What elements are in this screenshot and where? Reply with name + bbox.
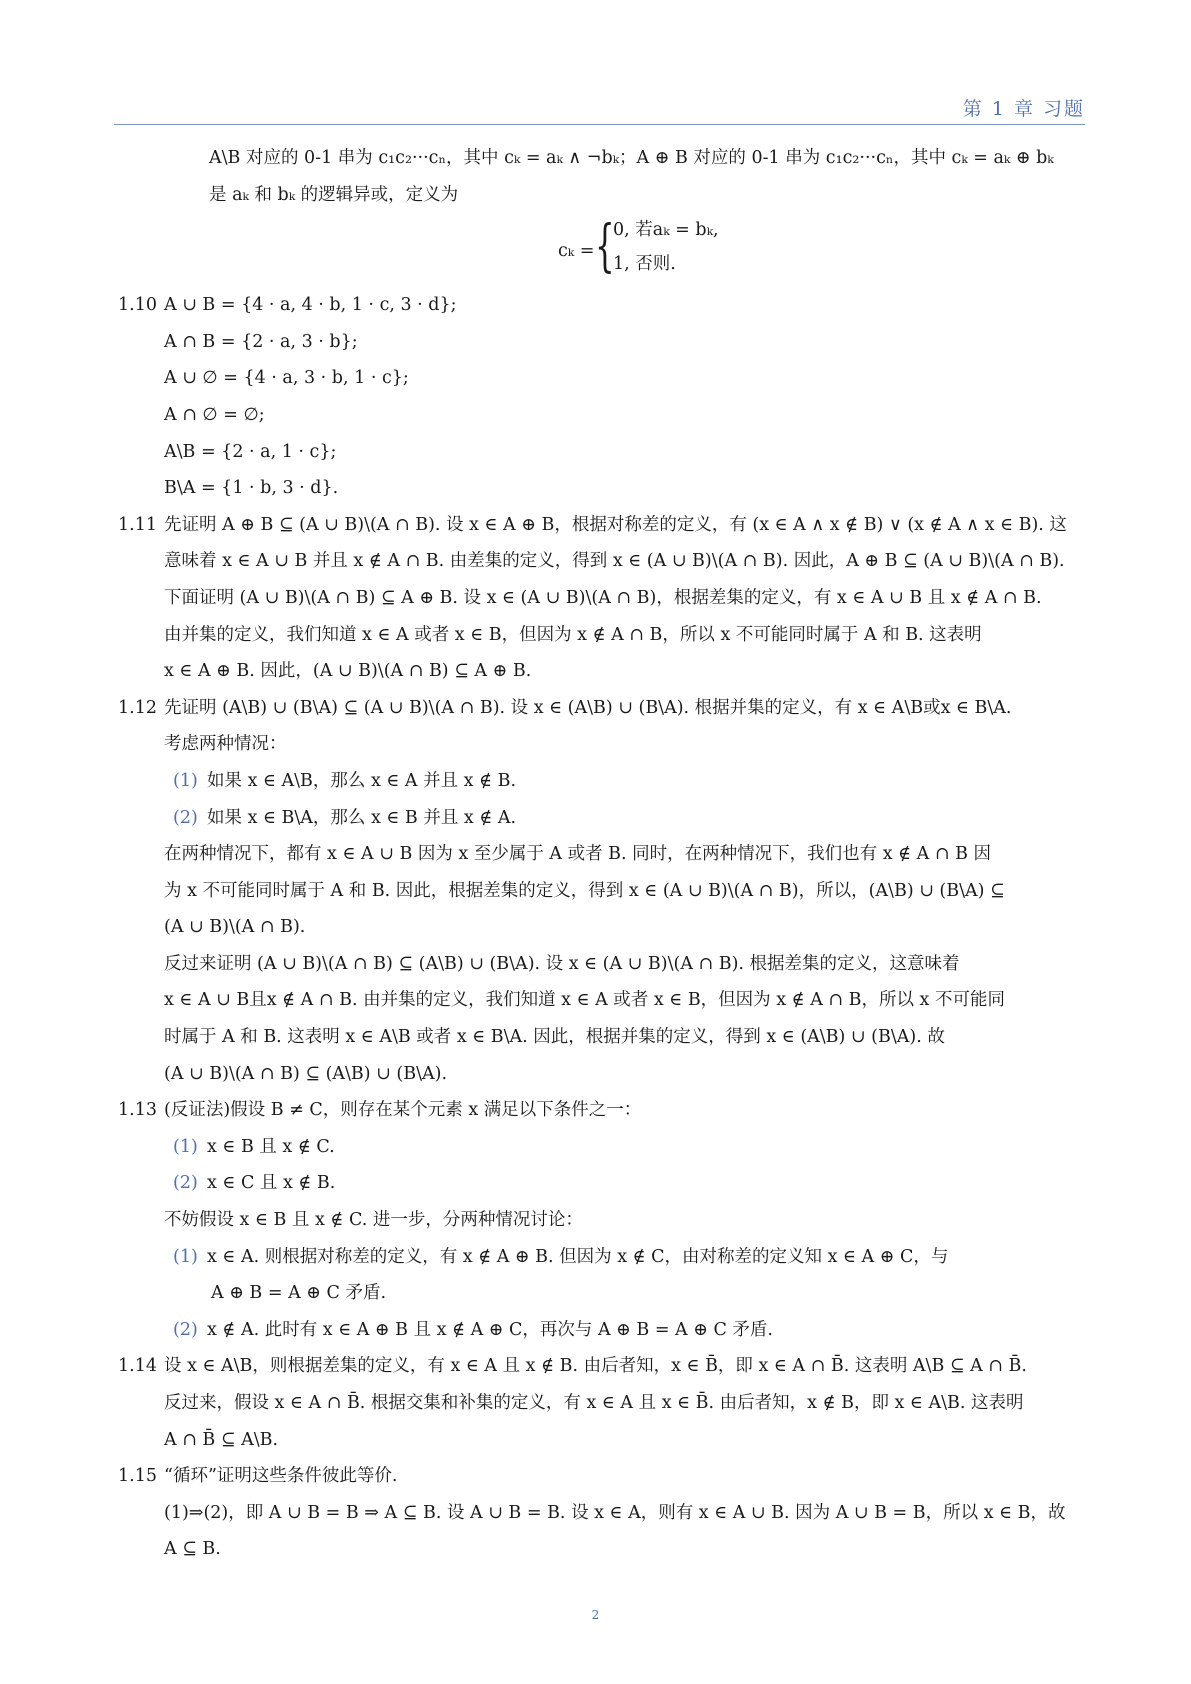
problem-1-12-line-1 bbox=[118, 690, 1085, 727]
problem-1-11-line-1 bbox=[118, 507, 1085, 544]
problem-1-15-line-3: A ⊆ B. bbox=[164, 1539, 221, 1560]
problem-1-10-line-6: B\A = {1 · b, 3 · d}. bbox=[164, 478, 339, 499]
problem-1-12-case-2 bbox=[118, 800, 1085, 837]
problem-text: 先证明 A ⊕ B ⊆ (A ∪ B)\(A ∩ B). 设 x ∈ A ⊕ B，根据对称差的定义，有 (x ∈ A ∧ x ∉ B) ∨ (x ∉ A ∧ x ∈ B). 这 bbox=[164, 514, 1067, 535]
problem-number: 1.12 bbox=[118, 697, 157, 718]
problem-1-11-line-2: 意味着 x ∈ A ∪ B 并且 x ∉ A ∩ B. 由差集的定义，得到 x ∈ (A ∪ B)\(A ∩ B). 因此，A ⊕ B ⊆ (A ∪ B)\(A ∩ B). bbox=[164, 551, 1065, 572]
cases-formula bbox=[118, 213, 1085, 287]
problem-1-13-line-1 bbox=[118, 1092, 1085, 1129]
problem-1-10-line-5: A\B = {2 · a, 1 · c}; bbox=[164, 441, 337, 462]
cases-row-2: 1, 否则. bbox=[613, 254, 676, 275]
problem-1-11-line-3: 下面证明 (A ∪ B)\(A ∩ B) ⊆ A ⊕ B. 设 x ∈ (A ∪ B)\(A ∩ B)，根据差集的定义，有 x ∈ A ∪ B 且 x ∉ A ∩ B. bbox=[164, 587, 1042, 608]
problem-number: 1.13 bbox=[118, 1100, 157, 1121]
page-number: 2 bbox=[591, 1608, 600, 1622]
problem-number: 1.15 bbox=[118, 1466, 157, 1487]
cases-row-1: 0, 若aₖ = bₖ, bbox=[613, 220, 719, 241]
enum-label: (1) bbox=[173, 770, 198, 791]
enum-label: (2) bbox=[173, 1173, 198, 1194]
problem-text: (反证法)假设 B ≠ C，则存在某个元素 x 满足以下条件之一： bbox=[164, 1100, 642, 1121]
problem-1-12-line-2: 考虑两种情况： bbox=[164, 734, 287, 755]
enum-text: x ∈ B 且 x ∉ C. bbox=[207, 1136, 335, 1157]
problem-1-15-line-2: (1)⇒(2)，即 A ∪ B = B ⇒ A ⊆ B. 设 A ∪ B = B. 设 x ∈ A，则有 x ∈ A ∪ B. 因为 A ∪ B = B，所以 x ∈ B，故 bbox=[164, 1502, 1066, 1523]
chapter-title: 第 1 章 习题 bbox=[962, 98, 1085, 120]
problem-1-12-line-4: 为 x 不可能同时属于 A 和 B. 因此，根据差集的定义，得到 x ∈ (A ∪ B)\(A ∩ B)，所以，(A\B) ∪ (B\A) ⊆ bbox=[164, 880, 1005, 901]
problem-1-12-line-8: 时属于 A 和 B. 这表明 x ∈ A\B 或者 x ∈ B\A. 因此，根据并集的定义，得到 x ∈ (A\B) ∪ (B\A). 故 bbox=[164, 1027, 945, 1048]
problem-text: 先证明 (A\B) ∪ (B\A) ⊆ (A ∪ B)\(A ∩ B). 设 x ∈ (A\B) ∪ (B\A). 根据并集的定义，有 x ∈ A\B或x ∈ B\A. bbox=[164, 697, 1012, 718]
problem-1-13-case-1 bbox=[118, 1239, 1085, 1276]
enum-text: x ∈ C 且 x ∉ B. bbox=[207, 1173, 336, 1194]
enum-label: (2) bbox=[173, 807, 198, 828]
problem-text: A ∪ B = {4 · a, 4 · b, 1 · c, 3 · d}; bbox=[164, 295, 457, 316]
problem-1-13-case-2 bbox=[118, 1312, 1085, 1349]
problem-1-12-line-5: (A ∪ B)\(A ∩ B). bbox=[164, 917, 306, 938]
problem-1-14-line-1 bbox=[118, 1348, 1085, 1385]
problem-1-10-line-3: A ∪ ∅ = {4 · a, 3 · b, 1 · c}; bbox=[164, 368, 409, 389]
enum-text: 如果 x ∈ A\B，那么 x ∈ A 并且 x ∉ B. bbox=[207, 770, 517, 791]
cases-lhs: cₖ = bbox=[558, 241, 595, 262]
page-body bbox=[118, 140, 1085, 1568]
problem-1-13-case-1-cont: A ⊕ B = A ⊕ C 矛盾. bbox=[211, 1283, 387, 1304]
enum-label: (1) bbox=[173, 1136, 198, 1157]
page-header bbox=[114, 94, 1085, 125]
intro-line-2: 是 aₖ 和 bₖ 的逻辑异或，定义为 bbox=[209, 184, 459, 205]
problem-1-13-cond-1 bbox=[118, 1129, 1085, 1166]
problem-1-10-line-2: A ∩ B = {2 · a, 3 · b}; bbox=[164, 331, 358, 352]
problem-1-12-line-7: x ∈ A ∪ B且x ∉ A ∩ B. 由并集的定义，我们知道 x ∈ A 或者 x ∈ B，但因为 x ∉ A ∩ B，所以 x 不可能同 bbox=[164, 990, 1005, 1011]
problem-number: 1.11 bbox=[118, 514, 157, 535]
problem-1-13-cond-2 bbox=[118, 1165, 1085, 1202]
intro-line-1: A\B 对应的 0-1 串为 c₁c₂···cₙ，其中 cₖ = aₖ ∧ ¬bₖ；A ⊕ B 对应的 0-1 串为 c₁c₂···cₙ，其中 cₖ = aₖ ⊕ bₖ bbox=[209, 148, 1054, 168]
problem-1-13-line-2: 不妨假设 x ∈ B 且 x ∉ C. 进一步，分两种情况讨论： bbox=[164, 1210, 583, 1231]
problem-1-14-line-2: 反过来，假设 x ∈ A ∩ B̄. 根据交集和补集的定义，有 x ∈ A 且 x ∈ B̄. 由后者知，x ∉ B，即 x ∈ A\B. 这表明 bbox=[164, 1393, 1024, 1413]
enum-text: x ∉ A. 此时有 x ∈ A ⊕ B 且 x ∉ A ⊕ C，再次与 A ⊕ B = A ⊕ C 矛盾. bbox=[207, 1319, 773, 1340]
problem-text: “循环”证明这些条件彼此等价. bbox=[164, 1466, 398, 1487]
enum-label: (2) bbox=[173, 1319, 198, 1340]
enum-text: x ∈ A. 则根据对称差的定义，有 x ∉ A ⊕ B. 但因为 x ∉ C，由对称差的定义知 x ∈ A ⊕ C，与 bbox=[207, 1246, 949, 1267]
problem-1-10-line-4: A ∩ ∅ = ∅; bbox=[164, 404, 265, 425]
problem-1-11-line-5: x ∈ A ⊕ B. 因此，(A ∪ B)\(A ∩ B) ⊆ A ⊕ B. bbox=[164, 661, 532, 682]
enum-label: (1) bbox=[173, 1246, 198, 1267]
problem-number: 1.14 bbox=[118, 1356, 157, 1377]
problem-1-15-line-1 bbox=[118, 1458, 1085, 1495]
problem-text: 设 x ∈ A\B，则根据差集的定义，有 x ∈ A 且 x ∉ B. 由后者知，x ∈ B̄，即 x ∈ A ∩ B̄. 这表明 A\B ⊆ A ∩ B̄. bbox=[164, 1356, 1027, 1377]
problem-number: 1.10 bbox=[118, 295, 157, 316]
problem-1-14-line-3: A ∩ B̄ ⊆ A\B. bbox=[164, 1429, 279, 1450]
cases-brace: { bbox=[595, 214, 615, 280]
problem-1-12-line-6: 反过来证明 (A ∪ B)\(A ∩ B) ⊆ (A\B) ∪ (B\A). 设 x ∈ (A ∪ B)\(A ∩ B). 根据差集的定义，这意味着 bbox=[164, 953, 960, 974]
problem-1-12-line-9: (A ∪ B)\(A ∩ B) ⊆ (A\B) ∪ (B\A). bbox=[164, 1063, 448, 1084]
problem-1-11-line-4: 由并集的定义，我们知道 x ∈ A 或者 x ∈ B，但因为 x ∉ A ∩ B，所以 x 不可能同时属于 A 和 B. 这表明 bbox=[164, 624, 982, 645]
problem-1-12-line-3: 在两种情况下，都有 x ∈ A ∪ B 因为 x 至少属于 A 或者 B. 同时，在两种情况下，我们也有 x ∉ A ∩ B 因 bbox=[164, 844, 992, 865]
enum-text: 如果 x ∈ B\A，那么 x ∈ B 并且 x ∉ A. bbox=[207, 807, 517, 828]
problem-1-12-case-1 bbox=[118, 763, 1085, 800]
problem-1-10-line-1 bbox=[118, 287, 1085, 324]
